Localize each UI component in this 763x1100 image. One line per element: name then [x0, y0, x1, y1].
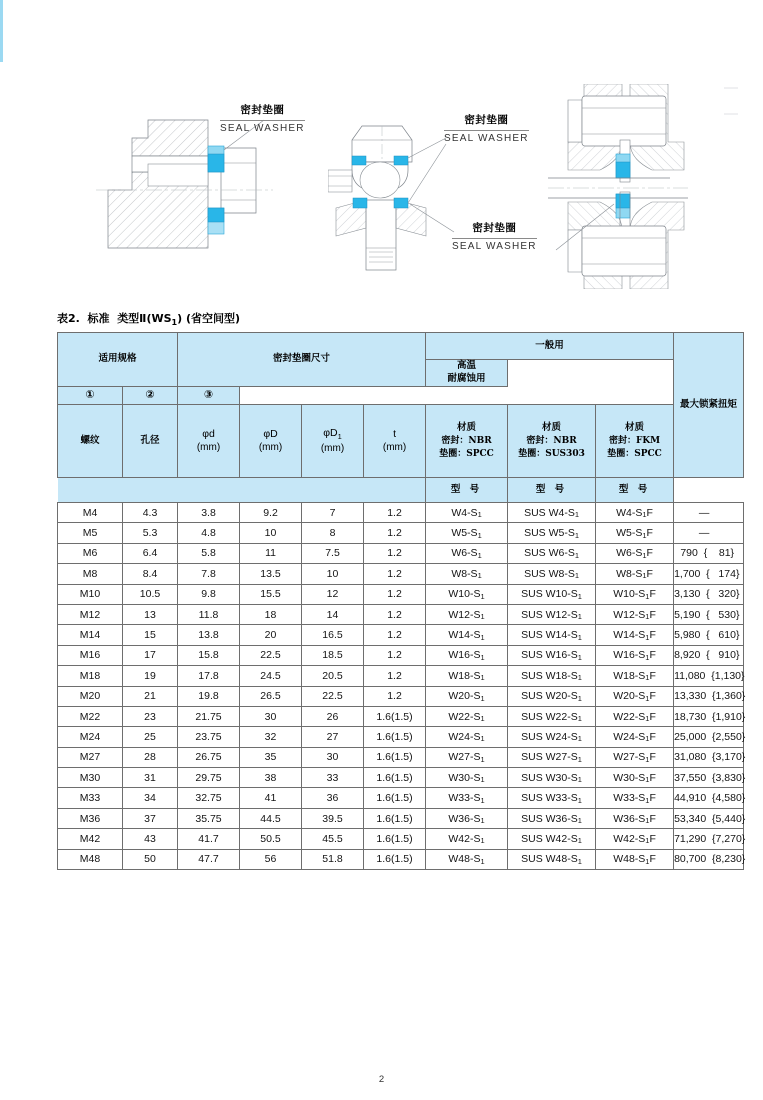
cell-phi-D: 22.5 [240, 645, 302, 665]
header-model-1: 型 号 [426, 478, 508, 503]
table-row [58, 808, 744, 828]
table-title-note: (省空间型) [185, 312, 241, 325]
cell-model-hightemp: $W36-S_1F$ [596, 808, 674, 828]
cell-model-hightemp: $W48-S_1F$ [596, 849, 674, 869]
unit-mm-2: (mm) [258, 442, 283, 454]
table-row [58, 645, 744, 665]
cell-phi-D: 15.5 [240, 584, 302, 604]
cell-hole: 34 [123, 788, 178, 808]
cell-thickness: 1.2 [364, 543, 426, 563]
torque-value: 37,550 {3,830} [674, 771, 746, 784]
table-title-label: 表2. [57, 312, 80, 325]
cell-model-general-1: $W14-S_1$ [426, 625, 508, 645]
cell-phi-d: 15.8 [178, 645, 240, 665]
cell-phi-d: 41.7 [178, 829, 240, 849]
material-3-seal: 密封：FKM [608, 436, 661, 447]
cell-thickness: 1.2 [364, 645, 426, 665]
cell-thickness: 1.6(1.5) [364, 849, 426, 869]
table-row [58, 747, 744, 767]
table-row [58, 543, 744, 563]
header-material-2 [508, 405, 596, 478]
cell-model-hightemp: $W42-S_1F$ [596, 829, 674, 849]
header-group-dimensions: 密封垫圈尺寸 [178, 333, 426, 387]
callout-label-cn: 密封垫圈 [472, 222, 517, 234]
cell-hole: 4.3 [123, 503, 178, 523]
cell-thickness: 1.2 [364, 625, 426, 645]
torque-value: 31,080 {3,170} [674, 751, 746, 764]
torque-value: 790 { 81} [680, 547, 735, 560]
cell-phi-D: 44.5 [240, 808, 302, 828]
cell-model-general-2: SUS $W14-S_1$ [508, 625, 596, 645]
table-title-code: WS [151, 312, 172, 325]
torque-value: 71,290 {7,270} [674, 832, 746, 845]
cell-phi-d: 26.75 [178, 747, 240, 767]
cell-max-torque [674, 503, 744, 523]
cell-thickness: 1.2 [364, 564, 426, 584]
cell-thickness: 1.2 [364, 523, 426, 543]
cell-hole: 28 [123, 747, 178, 767]
cell-phi-D1: 16.5 [302, 625, 364, 645]
cell-phi-d: 17.8 [178, 666, 240, 686]
cell-hole: 19 [123, 666, 178, 686]
cell-model-general-1: $W16-S_1$ [426, 645, 508, 665]
table-row [58, 503, 744, 523]
cell-model-general-2: SUS $W16-S_1$ [508, 645, 596, 665]
index-circle-3: ③ [203, 388, 214, 402]
callout-label-cn: 密封垫圈 [464, 114, 509, 126]
cell-model-general-2: SUS $W5-S_1$ [508, 523, 596, 543]
header-hightemp-line1: 高温 [457, 360, 477, 372]
cell-max-torque [674, 788, 744, 808]
cell-model-general-1: $W18-S_1$ [426, 666, 508, 686]
cell-thread: M20 [58, 686, 123, 706]
cell-model-general-1: $W8-S_1$ [426, 564, 508, 584]
cell-phi-D: 9.2 [240, 503, 302, 523]
cell-phi-D1: 51.8 [302, 849, 364, 869]
unit-mm-4: (mm) [382, 442, 407, 454]
cell-phi-d: 35.75 [178, 808, 240, 828]
header-col-phi-D [240, 405, 302, 478]
material-title-1: 材质 [457, 421, 477, 433]
table-body [58, 503, 744, 870]
cell-phi-D1: 36 [302, 788, 364, 808]
cell-max-torque [674, 808, 744, 828]
symbol-phi-D: φD [263, 428, 278, 441]
cell-hole: 6.4 [123, 543, 178, 563]
cell-max-torque [674, 523, 744, 543]
cell-model-hightemp: $W6-S_1F$ [596, 543, 674, 563]
cell-max-torque [674, 666, 744, 686]
cell-model-general-1: $W6-S_1$ [426, 543, 508, 563]
cell-phi-D1: 10 [302, 564, 364, 584]
cell-hole: 13 [123, 604, 178, 624]
cell-model-general-2: SUS $W10-S_1$ [508, 584, 596, 604]
header-material-3 [596, 405, 674, 478]
table-row [58, 686, 744, 706]
cell-model-general-1: $W24-S_1$ [426, 727, 508, 747]
cell-phi-D: 50.5 [240, 829, 302, 849]
cell-thickness: 1.2 [364, 686, 426, 706]
cell-phi-D1: 8 [302, 523, 364, 543]
header-group-hightemp [426, 360, 508, 387]
cell-model-hightemp: $W27-S_1F$ [596, 747, 674, 767]
cell-model-general-2: SUS $W6-S_1$ [508, 543, 596, 563]
torque-value: 25,000 {2,550} [674, 730, 746, 743]
torque-value: 5,190 { 530} [674, 608, 740, 621]
cell-thickness: 1.6(1.5) [364, 747, 426, 767]
cell-model-hightemp: $W8-S_1F$ [596, 564, 674, 584]
cell-thread: M36 [58, 808, 123, 828]
callout-label-cn: 密封垫圈 [240, 104, 285, 116]
cell-phi-D: 56 [240, 849, 302, 869]
cell-phi-d: 19.8 [178, 686, 240, 706]
header-col-phi-D1 [302, 405, 364, 478]
cell-model-hightemp: $W24-S_1F$ [596, 727, 674, 747]
cell-model-general-2: SUS $W12-S_1$ [508, 604, 596, 624]
material-2-seal: 密封：NBR [526, 436, 577, 447]
cell-phi-D: 30 [240, 706, 302, 726]
cell-phi-D: 35 [240, 747, 302, 767]
torque-value: 44,910 {4,580} [674, 792, 746, 805]
material-title-2: 材质 [542, 421, 562, 433]
header-row-columns [58, 405, 744, 478]
cell-max-torque [674, 604, 744, 624]
cell-max-torque [674, 768, 744, 788]
cell-thread: M48 [58, 849, 123, 869]
cell-phi-D1: 39.5 [302, 808, 364, 828]
cell-hole: 8.4 [123, 564, 178, 584]
callout-label-en: SEAL WASHER [444, 130, 529, 144]
cell-model-general-1: $W12-S_1$ [426, 604, 508, 624]
header-torque-label: 最大锁紧扭矩 [680, 398, 738, 410]
cell-model-hightemp: $W30-S_1F$ [596, 768, 674, 788]
figure-flange-bolt-cross-section [88, 104, 318, 283]
figure-through-bolt-pair [548, 84, 748, 294]
cell-hole: 17 [123, 645, 178, 665]
cell-phi-D1: 7.5 [302, 543, 364, 563]
header-group-torque [674, 333, 744, 478]
cell-phi-d: 23.75 [178, 727, 240, 747]
torque-value: 13,330 {1,360} [674, 690, 746, 703]
cell-phi-d: 4.8 [178, 523, 240, 543]
callout-label-en: SEAL WASHER [220, 120, 305, 134]
cell-thread: M5 [58, 523, 123, 543]
table-title-code-sub: 1 [171, 318, 178, 328]
cell-thread: M8 [58, 564, 123, 584]
cell-phi-D1: 45.5 [302, 829, 364, 849]
cell-max-torque [674, 564, 744, 584]
callout-seal-washer-b [444, 112, 529, 144]
page-edge-rule [0, 0, 3, 62]
cell-thread: M24 [58, 727, 123, 747]
index-circle-2: ② [145, 388, 155, 402]
cell-phi-D: 13.5 [240, 564, 302, 584]
table-row [58, 849, 744, 869]
cell-phi-D: 11 [240, 543, 302, 563]
material-1-washer: 垫圈：SPCC [439, 449, 494, 460]
cell-hole: 15 [123, 625, 178, 645]
cell-model-general-1: $W20-S_1$ [426, 686, 508, 706]
cell-model-general-1: $W36-S_1$ [426, 808, 508, 828]
cell-thread: M14 [58, 625, 123, 645]
cell-thickness: 1.2 [364, 604, 426, 624]
cell-model-general-2: SUS $W27-S_1$ [508, 747, 596, 767]
cell-phi-D1: 18.5 [302, 645, 364, 665]
table-row [58, 625, 744, 645]
cell-model-general-1: $W5-S_1$ [426, 523, 508, 543]
cell-thickness: 1.2 [364, 666, 426, 686]
cell-thread: M27 [58, 747, 123, 767]
cell-model-general-2: SUS $W30-S_1$ [508, 768, 596, 788]
cell-model-general-2: SUS $W8-S_1$ [508, 564, 596, 584]
cell-hole: 25 [123, 727, 178, 747]
table-row [58, 666, 744, 686]
cell-hole: 37 [123, 808, 178, 828]
cell-max-torque [674, 706, 744, 726]
table-title-code-open: ( [146, 312, 152, 325]
cell-model-general-1: $W33-S_1$ [426, 788, 508, 808]
torque-value: — [698, 527, 710, 540]
cell-thread: M22 [58, 706, 123, 726]
cell-model-general-2: SUS $W42-S_1$ [508, 829, 596, 849]
cell-thread: M4 [58, 503, 123, 523]
cell-model-general-2: SUS $W48-S_1$ [508, 849, 596, 869]
header-index-2 [123, 387, 178, 405]
header-model-2: 型 号 [508, 478, 596, 503]
cell-phi-D1: 14 [302, 604, 364, 624]
cell-max-torque [674, 645, 744, 665]
cell-model-general-2: SUS $W4-S_1$ [508, 503, 596, 523]
cell-max-torque [674, 625, 744, 645]
cell-phi-d: 9.8 [178, 584, 240, 604]
cell-phi-D: 10 [240, 523, 302, 543]
header-col-thread: 螺纹 [58, 405, 123, 478]
cell-phi-d: 11.8 [178, 604, 240, 624]
cell-phi-D1: 30 [302, 747, 364, 767]
symbol-phi-D1 [302, 426, 363, 442]
cell-thickness: 1.6(1.5) [364, 706, 426, 726]
table-title [57, 310, 240, 327]
cell-phi-d: 47.7 [178, 849, 240, 869]
header-material-1 [426, 405, 508, 478]
callout-label-en: SEAL WASHER [452, 238, 537, 252]
material-2-washer: 垫圈：SUS303 [518, 449, 585, 460]
cell-max-torque [674, 543, 744, 563]
torque-value: 1,700 { 174} [674, 567, 740, 580]
cell-phi-d: 13.8 [178, 625, 240, 645]
cell-model-hightemp: $W4-S_1F$ [596, 503, 674, 523]
cell-phi-D1: 20.5 [302, 666, 364, 686]
cell-max-torque [674, 686, 744, 706]
header-col-hole: 孔径 [123, 405, 178, 478]
cell-hole: 43 [123, 829, 178, 849]
torque-value: 18,730 {1,910} [674, 710, 746, 723]
cell-phi-D: 38 [240, 768, 302, 788]
cell-model-general-1: $W30-S_1$ [426, 768, 508, 788]
cell-model-hightemp: $W12-S_1F$ [596, 604, 674, 624]
material-3-washer: 垫圈：SPCC [607, 449, 662, 460]
cell-model-hightemp: $W22-S_1F$ [596, 706, 674, 726]
cell-model-hightemp: $W14-S_1F$ [596, 625, 674, 645]
cell-max-torque [674, 829, 744, 849]
cell-model-general-1: $W4-S_1$ [426, 503, 508, 523]
cell-model-general-2: SUS $W36-S_1$ [508, 808, 596, 828]
cell-phi-D1: 12 [302, 584, 364, 604]
unit-mm-3: (mm) [320, 443, 345, 455]
cell-phi-D1: 27 [302, 727, 364, 747]
cell-max-torque [674, 747, 744, 767]
table-title-standard: 标准 [87, 312, 110, 325]
cell-thread: M30 [58, 768, 123, 788]
cell-model-general-1: $W27-S_1$ [426, 747, 508, 767]
cell-phi-D: 24.5 [240, 666, 302, 686]
cell-model-general-1: $W48-S_1$ [426, 849, 508, 869]
symbol-phi-D1-sub: 1 [337, 432, 342, 442]
table-row [58, 604, 744, 624]
cell-model-hightemp: $W10-S_1F$ [596, 584, 674, 604]
cell-hole: 50 [123, 849, 178, 869]
cell-phi-D1: 22.5 [302, 686, 364, 706]
header-model-spacer [58, 478, 426, 503]
material-title-3: 材质 [625, 421, 645, 433]
cell-max-torque [674, 727, 744, 747]
table-row [58, 788, 744, 808]
cell-model-general-1: $W42-S_1$ [426, 829, 508, 849]
cell-model-general-1: $W10-S_1$ [426, 584, 508, 604]
cell-model-general-2: SUS $W22-S_1$ [508, 706, 596, 726]
header-hightemp-line2: 耐腐蚀用 [447, 373, 486, 384]
cell-model-general-2: SUS $W33-S_1$ [508, 788, 596, 808]
cell-phi-D1: 7 [302, 503, 364, 523]
callout-seal-washer-a [220, 102, 305, 134]
cell-model-general-2: SUS $W20-S_1$ [508, 686, 596, 706]
cell-model-general-1: $W22-S_1$ [426, 706, 508, 726]
table-row [58, 584, 744, 604]
header-index-1 [58, 387, 123, 405]
cell-phi-D: 20 [240, 625, 302, 645]
cell-phi-D: 26.5 [240, 686, 302, 706]
table-header [58, 333, 744, 503]
cell-thickness: 1.6(1.5) [364, 808, 426, 828]
cell-phi-d: 7.8 [178, 564, 240, 584]
torque-value: 8,920 { 910} [674, 649, 740, 662]
cell-phi-d: 29.75 [178, 768, 240, 788]
cell-thread: M6 [58, 543, 123, 563]
symbol-t: t [393, 428, 396, 441]
header-row-model [58, 478, 744, 503]
header-group-general: 一般用 [426, 333, 674, 360]
cell-phi-d: 32.75 [178, 788, 240, 808]
cell-thread: M18 [58, 666, 123, 686]
torque-value: 53,340 {5,440} [674, 812, 746, 825]
cell-thread: M33 [58, 788, 123, 808]
cell-phi-d: 3.8 [178, 503, 240, 523]
cell-model-general-2: SUS $W24-S_1$ [508, 727, 596, 747]
cell-hole: 5.3 [123, 523, 178, 543]
header-model-3: 型 号 [596, 478, 674, 503]
seal-washer-spec-table [57, 332, 744, 870]
table-row [58, 564, 744, 584]
torque-value: 11,080 {1,130} [674, 669, 745, 682]
cell-thickness: 1.2 [364, 503, 426, 523]
torque-value: 5,980 { 610} [674, 629, 740, 642]
cell-phi-D: 32 [240, 727, 302, 747]
cell-model-hightemp: $W20-S_1F$ [596, 686, 674, 706]
cell-thread: M16 [58, 645, 123, 665]
symbol-phi-d: φd [202, 428, 215, 441]
cell-max-torque [674, 584, 744, 604]
cell-hole: 23 [123, 706, 178, 726]
cell-phi-D1: 33 [302, 768, 364, 788]
cell-model-general-2: SUS $W18-S_1$ [508, 666, 596, 686]
header-col-phi-d [178, 405, 240, 478]
torque-value: 3,130 { 320} [674, 588, 740, 601]
cell-thread: M12 [58, 604, 123, 624]
cell-thread: M10 [58, 584, 123, 604]
cell-thickness: 1.6(1.5) [364, 727, 426, 747]
table-row [58, 727, 744, 747]
symbol-phi-D1-main: φD [323, 427, 338, 440]
page-number: 2 [378, 1074, 385, 1085]
index-circle-1: ① [85, 388, 95, 402]
table-title-type: 类型Ⅱ [117, 312, 147, 325]
table-row [58, 829, 744, 849]
header-index-3 [178, 387, 240, 405]
cell-phi-D: 41 [240, 788, 302, 808]
cell-phi-D: 18 [240, 604, 302, 624]
cell-model-hightemp: $W5-S_1F$ [596, 523, 674, 543]
cell-hole: 10.5 [123, 584, 178, 604]
cell-thickness: 1.6(1.5) [364, 829, 426, 849]
cell-model-hightemp: $W18-S_1F$ [596, 666, 674, 686]
through-bolt-pair-svg [548, 84, 748, 289]
cell-thickness: 1.6(1.5) [364, 788, 426, 808]
torque-value: — [698, 506, 710, 519]
cell-hole: 21 [123, 686, 178, 706]
table-row [58, 706, 744, 726]
figure-hex-bolt-assembly [328, 100, 548, 295]
callout-seal-washer-b2 [452, 220, 537, 252]
torque-value: 80,700 {8,230} [674, 853, 746, 866]
cell-max-torque [674, 849, 744, 869]
cell-thread: M42 [58, 829, 123, 849]
cell-phi-d: 5.8 [178, 543, 240, 563]
header-row-groups [58, 333, 744, 360]
figure-band [0, 78, 763, 293]
cell-thickness: 1.2 [364, 584, 426, 604]
cell-model-hightemp: $W33-S_1F$ [596, 788, 674, 808]
cell-hole: 31 [123, 768, 178, 788]
header-row-index [58, 387, 744, 405]
cell-model-hightemp: $W16-S_1F$ [596, 645, 674, 665]
header-col-t [364, 405, 426, 478]
table-row [58, 768, 744, 788]
material-1-seal: 密封：NBR [441, 436, 492, 447]
header-group-spec: 适用规格 [58, 333, 178, 387]
unit-mm-1: (mm) [196, 442, 221, 454]
cell-thickness: 1.6(1.5) [364, 768, 426, 788]
cell-phi-D1: 26 [302, 706, 364, 726]
cell-phi-d: 21.75 [178, 706, 240, 726]
table-title-code-close: ) [177, 312, 183, 325]
table-row [58, 523, 744, 543]
